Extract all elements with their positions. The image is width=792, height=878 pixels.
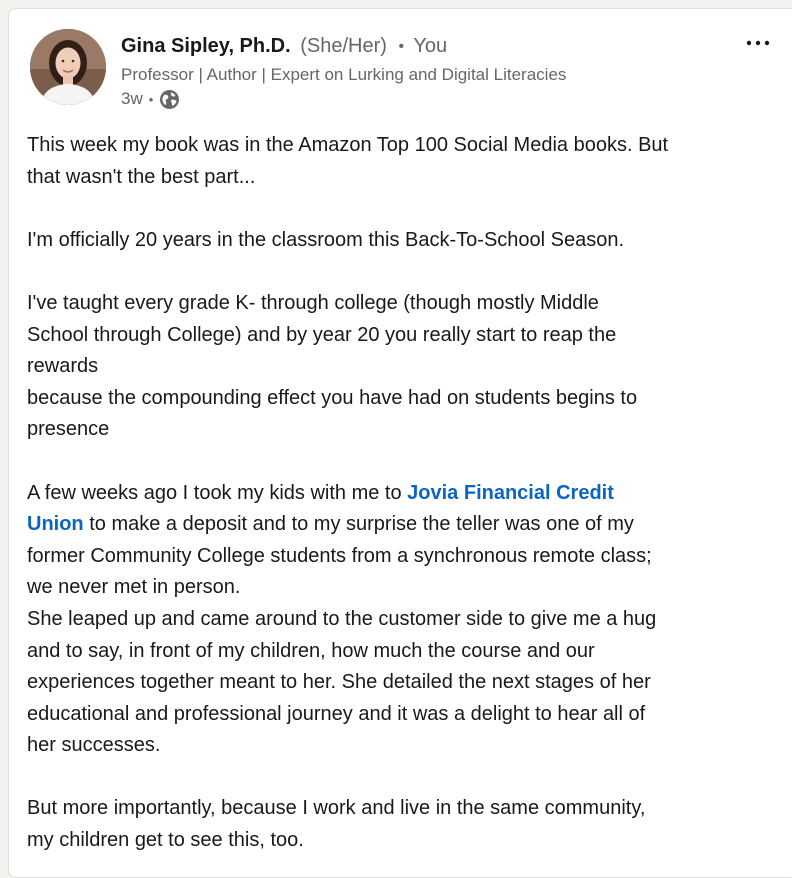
feed-post-card (8, 8, 792, 878)
post-time[interactable]: 3w (121, 89, 143, 108)
company-mention-link[interactable]: Union (27, 513, 84, 536)
post-line (27, 478, 767, 510)
post-line (27, 509, 767, 541)
post-line: presence (27, 418, 110, 441)
more-options-icon (746, 40, 770, 46)
more-options-button[interactable] (741, 31, 775, 55)
author-avatar[interactable] (30, 29, 106, 105)
post-text (27, 130, 767, 857)
post-line: I've taught every grade K- through college (though mostly Middle (27, 291, 599, 314)
post-line: and to say, in front of my children, how much the course and our (27, 639, 595, 662)
globe-icon (159, 89, 180, 110)
post-meta (121, 88, 180, 110)
post-line: She leaped up and came around to the customer side to give me a hug (27, 607, 657, 630)
meta-separator: • (148, 91, 154, 107)
post-line: I'm officially 20 years in the classroom this Back-To-School Season. (27, 228, 625, 251)
post-line: because the compounding effect you have had on students begins to (27, 386, 638, 409)
post-line: experiences together meant to her. She detailed the next stages of her (27, 671, 651, 694)
profile-photo (30, 29, 106, 105)
post-line: School through College) and by year 20 you really start to reap the (27, 323, 617, 346)
post-line: my children get to see this, too. (27, 829, 304, 852)
author-headline: Professor | Author | Expert on Lurking and Digital Literacies (121, 65, 567, 84)
post-line: we never met in person. (27, 576, 241, 599)
post-line: educational and professional journey and it was a delight to hear all of (27, 702, 646, 725)
post-text-segment: to make a deposit and to my surprise the teller was one of my (83, 513, 634, 536)
post-line: rewards (27, 355, 99, 378)
post-line: But more importantly, because I work and live in the same community, (27, 797, 646, 820)
author-pronouns: (She/Her) (300, 35, 387, 57)
author-name[interactable]: Gina Sipley, Ph.D. (121, 35, 291, 57)
company-mention-link[interactable]: Jovia Financial Credit (407, 481, 614, 504)
post-line: This week my book was in the Amazon Top 100 Social Media books. But (27, 134, 669, 156)
post-line: her successes. (27, 734, 161, 757)
post-text-segment: A few weeks ago I took my kids with me to (27, 481, 408, 504)
post-line: former Community College students from a synchronous remote class; (27, 544, 652, 567)
author-name-line (121, 33, 447, 59)
post-line: that wasn't the best part... (27, 165, 256, 188)
connection-degree: You (413, 35, 448, 57)
name-separator: • (398, 38, 405, 55)
